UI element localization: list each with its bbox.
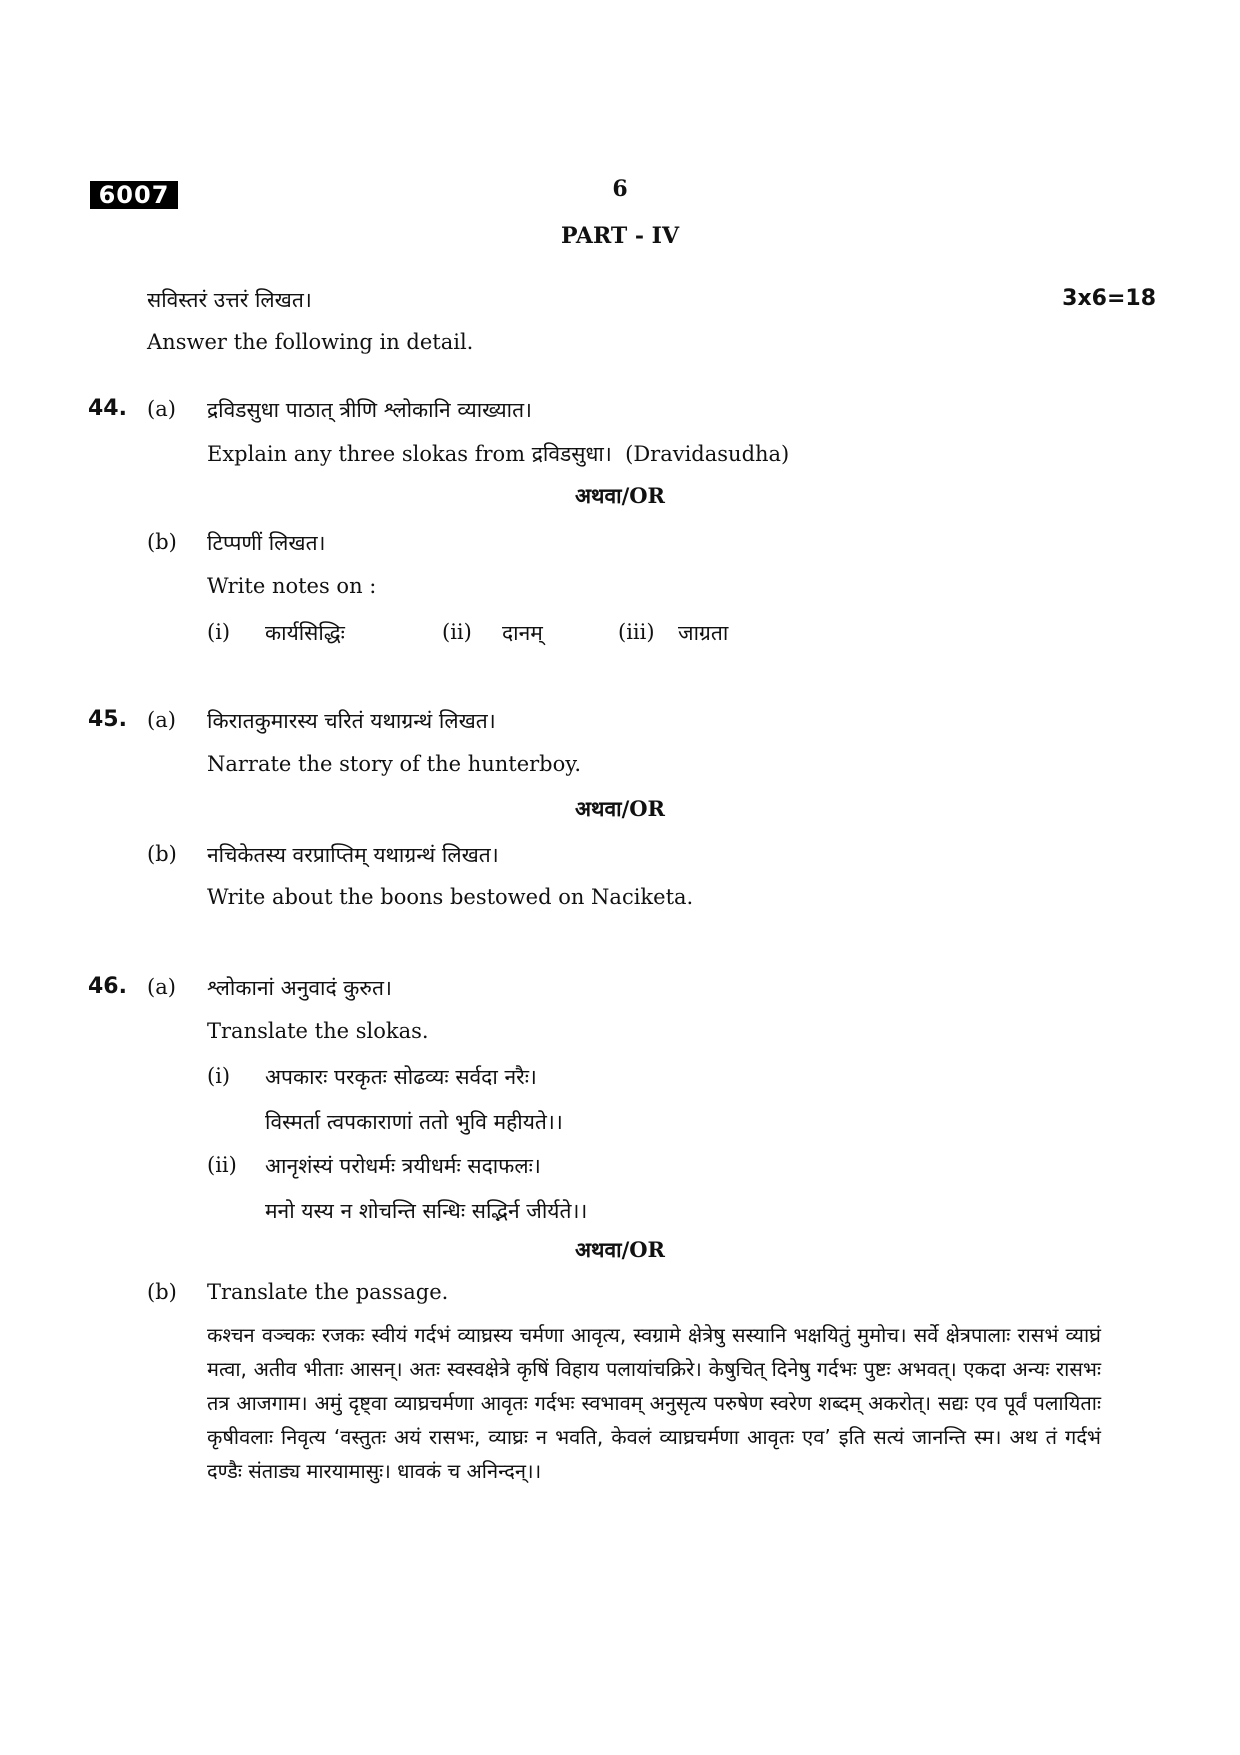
sloka-2-label: (ii) (207, 1153, 237, 1177)
sloka-1-line-1: अपकारः परकृतः सोढव्यः सर्वदा नरैः। (265, 1065, 537, 1089)
q44-b-label: (b) (147, 530, 177, 554)
or-sep: / (621, 483, 630, 508)
q45-b-sanskrit: नचिकेतस्य वरप्राप्तिम् यथाग्रन्थं लिखत। (207, 843, 499, 867)
q46-a-sanskrit: श्लोकानां अनुवादं कुरुत। (207, 976, 392, 1000)
or-sanskrit: अथवा (575, 797, 622, 821)
or-separator (460, 1236, 780, 1264)
or-sanskrit: अथवा (575, 484, 622, 508)
translation-passage: कश्चन वञ्चकः रजकः स्वीयं गर्दभं व्याघ्रस्य चर्मणा आवृत्य, स्वग्रामे क्षेत्रेषु सस्यानि भक्षयितुं मुमोच। सर्वे क्षेत्रपालाः रासभं व्याघ्रं मत्वा, अतीव भीताः आसन्। अतः स्वस्वक्षेत्रे कृषिं विहाय पलायांचक्रिरे। केषुचित् दिनेषु गर्दभः पुष्टः अभवत्। एकदा अन्यः रासभः तत्र आजगाम। अमुं दृष्ट्वा व्याघ्रचर्मणा आवृतः गर्दभः स्वभावम् अनुसृत्य परुषेण स्वरेण शब्दम् अकरोत्। सद्यः एव पूर्वं पलायिताः कृषीवलाः निवृत्य ‘वस्तुतः अयं रासभः, व्याघ्रः न भवति, केवलं व्याघ्रचर्मणा आवृतः एव’ इति सत्यं जानन्ति स्म। अथ तं गर्दभं दण्डैः संताड्य मारयामासुः। धावकं च अनिन्दन्।। (207, 1323, 1101, 1483)
or-english: OR (629, 483, 665, 508)
instruction-sanskrit: सविस्तरं उत्तरं लिखत। (147, 288, 312, 312)
question-44-number: 44. (88, 396, 127, 421)
q44-a-english-dev: द्रविडसुधा। (531, 442, 612, 466)
q44-a-english-pre: Explain any three slokas from (207, 442, 532, 466)
or-sanskrit: अथवा (575, 1238, 622, 1262)
q46-a-label: (a) (147, 975, 176, 999)
q44-b-option-3: जाग्रता (678, 621, 729, 645)
q46-b-english: Translate the passage. (207, 1280, 449, 1304)
q44-a-english-post: (Dravidasudha) (611, 442, 790, 466)
q44-b-sanskrit: टिप्पणीं लिखत। (207, 531, 326, 555)
instruction-english: Answer the following in detail. (147, 330, 474, 354)
q45-b-english: Write about the boons bestowed on Naciketa. (207, 885, 694, 909)
or-english: OR (629, 796, 665, 821)
page-number: 6 (612, 176, 628, 202)
or-separator (460, 795, 780, 823)
q44-b-option-2-label: (ii) (442, 620, 472, 644)
q44-b-option-3-label: (iii) (618, 620, 655, 644)
or-sep: / (621, 796, 630, 821)
q46-a-english: Translate the slokas. (207, 1019, 429, 1043)
sloka-2-line-1: आनृशंस्यं परोधर्मः त्रयीधर्मः सदाफलः। (265, 1154, 541, 1178)
sloka-2-line-2: मनो यस्य न शोचन्ति सन्धिः सद्भिर्न जीर्यते।। (265, 1199, 588, 1223)
sloka-1-line-2: विस्मर्ता त्वपकाराणां ततो भुवि महीयते।। (265, 1110, 563, 1134)
question-46-number: 46. (88, 974, 127, 999)
q44-a-sanskrit: द्रविडसुधा पाठात् त्रीणि श्लोकानि व्याख्यात। (207, 398, 533, 422)
q44-b-english: Write notes on : (207, 574, 377, 598)
part-title: PART - IV (560, 223, 680, 249)
or-english: OR (629, 1237, 665, 1262)
question-45-number: 45. (88, 707, 127, 732)
sloka-1-label: (i) (207, 1064, 231, 1088)
paper-code: 6007 (90, 181, 178, 209)
q45-a-label: (a) (147, 708, 176, 732)
q44-a-english (207, 440, 789, 468)
q44-b-option-1: कार्यसिद्धिः (265, 621, 345, 645)
q44-b-option-1-label: (i) (207, 620, 231, 644)
marks-label: 3x6=18 (1062, 286, 1156, 311)
q44-a-label: (a) (147, 397, 176, 421)
or-separator (460, 482, 780, 510)
or-sep: / (621, 1237, 630, 1262)
q44-b-option-2: दानम् (502, 621, 543, 645)
q45-a-sanskrit: किरातकुमारस्य चरितं यथाग्रन्थं लिखत। (207, 709, 496, 733)
q46-b-label: (b) (147, 1280, 177, 1304)
q45-b-label: (b) (147, 842, 177, 866)
q45-a-english: Narrate the story of the hunterboy. (207, 752, 582, 776)
